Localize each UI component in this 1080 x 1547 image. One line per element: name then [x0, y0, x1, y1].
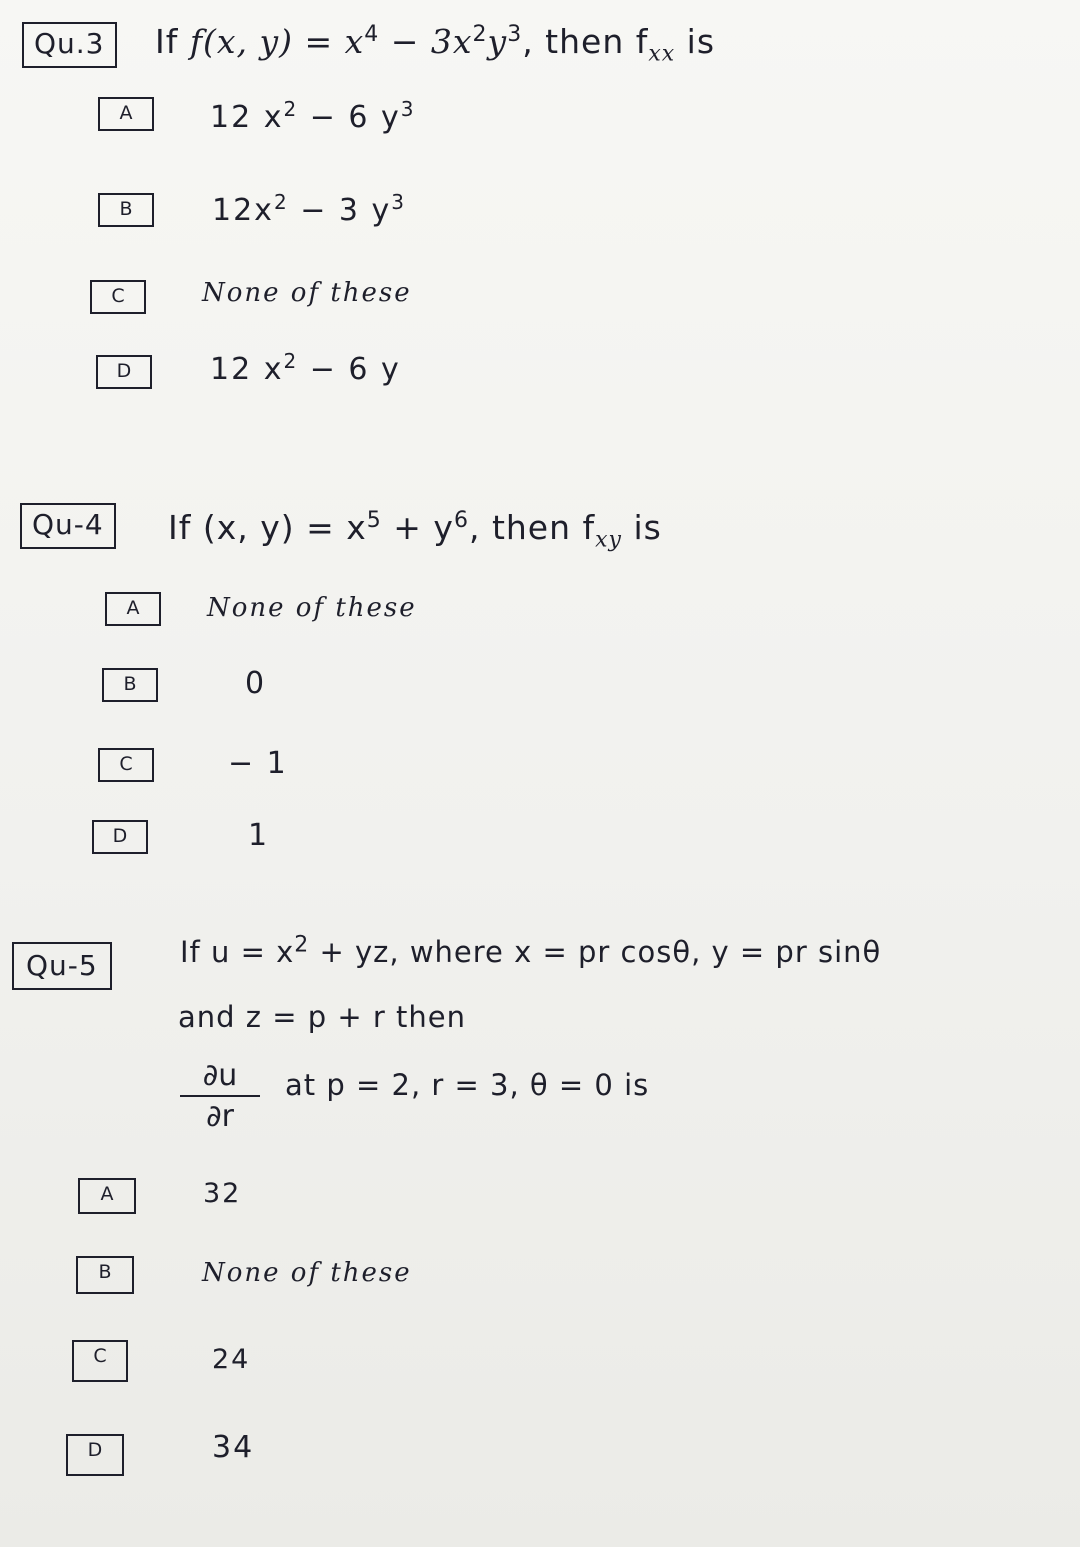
- q5-option-c-text: 24: [212, 1344, 251, 1375]
- q4-exp-1: 5: [366, 508, 382, 533]
- question-5-label: Qu-5: [12, 942, 112, 990]
- q5-option-d-box[interactable]: D: [66, 1434, 124, 1476]
- question-5-text-line1: [180, 932, 882, 970]
- fraction-denominator: ∂r: [206, 1099, 234, 1134]
- q4-exp-2: 6: [453, 508, 469, 533]
- q4-text-pre: If (x, y) = x: [168, 508, 367, 547]
- partial-derivative-fraction: [180, 1058, 260, 1134]
- q5-option-a-box[interactable]: A: [78, 1178, 136, 1214]
- q5-text-pre: If u = x: [180, 935, 295, 969]
- q3-option-d-text: [210, 349, 401, 387]
- q3-a-rest: − 6 y: [298, 100, 401, 135]
- q3-text-y: y: [487, 22, 508, 61]
- fraction-numerator: ∂u: [180, 1058, 260, 1097]
- question-4-text: [168, 508, 662, 553]
- q3-b-exp1: 2: [273, 190, 289, 214]
- q4-option-b-box[interactable]: B: [102, 668, 158, 702]
- q3-b-exp2: 3: [391, 190, 406, 214]
- q3-option-a-text: [210, 97, 416, 135]
- q4-option-b-text: 0: [245, 666, 267, 701]
- q5-option-b-text: None of these: [202, 1258, 412, 1288]
- q3-option-b-box[interactable]: B: [98, 193, 154, 227]
- q5-option-b-box[interactable]: B: [76, 1256, 134, 1294]
- q3-exp-3: 3: [507, 22, 523, 47]
- q3-exp-1: 4: [364, 22, 380, 47]
- q3-option-a-box[interactable]: A: [98, 97, 154, 131]
- q3-text-pre: If: [155, 22, 190, 61]
- question-3-text: [155, 22, 716, 67]
- q5-text-post: + yz, where x = pr cosθ, y = pr sinθ: [309, 935, 882, 969]
- question-5-text-line3: at p = 2, r = 3, θ = 0 is: [285, 1068, 650, 1102]
- q4-option-c-box[interactable]: C: [98, 748, 154, 782]
- q4-text-mid: + y: [381, 508, 454, 547]
- q3-d-base: 12 x: [210, 352, 284, 387]
- q4-option-c-text: − 1: [228, 746, 288, 781]
- q3-text-post: , then f: [522, 22, 649, 61]
- question-4-label: Qu-4: [20, 503, 116, 549]
- q4-option-a-text: None of these: [207, 593, 417, 623]
- q4-text-post: , then f: [468, 508, 596, 547]
- q3-a-exp2: 3: [400, 97, 416, 121]
- question-5-text-line2: and z = p + r then: [178, 1000, 466, 1034]
- q3-c-base: None of these: [202, 278, 412, 308]
- q3-text-mid: − 3x: [379, 22, 473, 61]
- q3-text-end: is: [675, 22, 716, 61]
- q3-option-d-box[interactable]: D: [96, 355, 152, 389]
- q3-d-exp1: 2: [283, 349, 299, 373]
- q5-option-d-text: 34: [212, 1430, 255, 1465]
- q3-option-b-text: [212, 190, 406, 228]
- q3-b-base: 12x: [212, 193, 274, 228]
- q3-option-c-box[interactable]: C: [90, 280, 146, 314]
- q5-exp-1: 2: [294, 932, 310, 958]
- q3-text-f: f(x, y) = x: [189, 22, 365, 61]
- q3-a-exp1: 2: [283, 97, 299, 121]
- q4-option-d-text: 1: [248, 818, 270, 853]
- q4-text-end: is: [621, 508, 662, 547]
- q4-option-a-box[interactable]: A: [105, 592, 161, 626]
- q3-d-rest: − 6 y: [298, 352, 401, 387]
- q5-option-c-box[interactable]: C: [72, 1340, 128, 1382]
- q3-a-base: 12 x: [210, 100, 284, 135]
- q4-subscript: xy: [595, 527, 622, 553]
- q3-subscript: xx: [648, 41, 676, 67]
- question-3-label: Qu.3: [22, 22, 117, 68]
- q3-exp-2: 2: [472, 22, 488, 47]
- q5-option-a-text: 32: [203, 1178, 242, 1209]
- q4-option-d-box[interactable]: D: [92, 820, 148, 854]
- q3-option-c-text: [202, 278, 412, 308]
- q3-b-rest: − 3 y: [288, 193, 392, 228]
